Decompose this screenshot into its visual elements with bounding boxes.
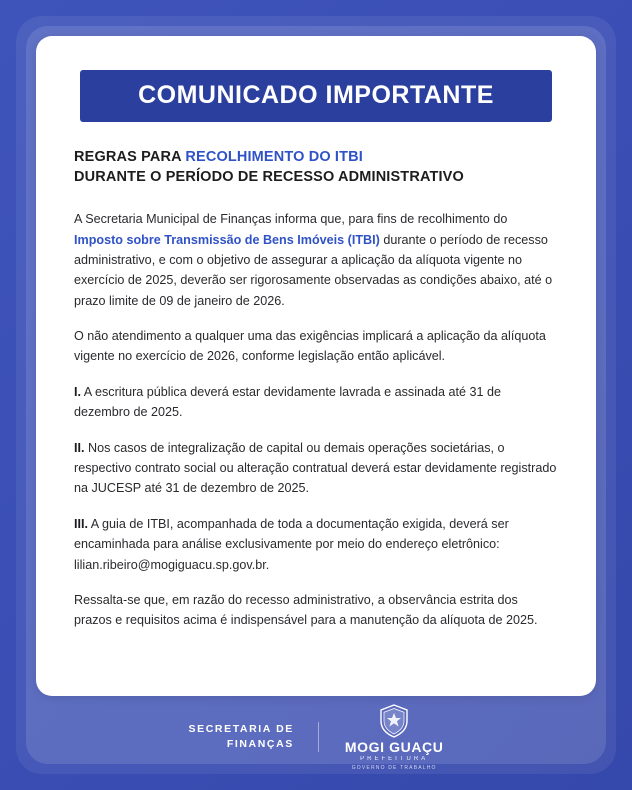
- announcement-card: [36, 36, 596, 696]
- item-3-text: A guia de ITBI, acompanhada de toda a documentação exigida, deverá ser encaminhada para análise exclusivamente por meio do endereço eletrônico: lilian.ribeiro@mogiguacu.sp.gov.br.: [74, 516, 509, 572]
- paragraph-1-part-b: durante o período de recesso administrativo, e com o objetivo de assegurar a aplicação da alíquota vigente no exercício de 2025, deverão ser rigorosamente observadas as condições abaixo, até o prazo limite de 09 de janeiro de 2026.: [74, 232, 553, 308]
- footer-city-brand: [345, 704, 444, 771]
- city-subtitle: PREFEITURA: [360, 755, 429, 762]
- item-1-text: A escritura pública deverá estar devidamente lavrada e assinada até 31 de dezembro de 2025.: [74, 384, 502, 420]
- item-3-number: III.: [74, 516, 88, 531]
- paragraph-1-part-a: A Secretaria Municipal de Finanças informa que, para fins de recolhimento do: [74, 212, 508, 227]
- footer: [0, 706, 632, 771]
- coat-of-arms-icon: [379, 704, 409, 738]
- paragraph-2: O não atendimento a qualquer uma das exigências implicará a aplicação da alíquota vigente no exercício de 2026, conforme legislação então aplicável.: [74, 329, 546, 364]
- footer-department-line-2: FINANÇAS: [226, 738, 294, 750]
- card-content: [36, 36, 596, 696]
- item-1-number: I.: [74, 384, 81, 399]
- subtitle-line-2: DURANTE O PERÍODO DE RECESSO ADMINISTRATIVO: [74, 168, 464, 185]
- city-government-tagline: GOVERNO DE TRABALHO: [351, 764, 437, 771]
- subtitle-highlight: RECOLHIMENTO DO ITBI: [185, 149, 363, 165]
- paragraph-1-highlight: Imposto sobre Transmissão de Bens Imóveis (ITBI): [74, 232, 380, 247]
- paragraph-1: [74, 209, 558, 311]
- footer-department: [189, 722, 319, 752]
- body-text: [74, 209, 558, 631]
- item-2-text: Nos casos de integralização de capital ou demais operações societárias, o respectivo contrato social ou alteração contratual deverá estar devidamente registrado na JUCESP até 31 de dezembro de 2025.: [74, 440, 557, 496]
- subtitle-plain: REGRAS PARA: [74, 149, 186, 165]
- paragraph-item-2: [74, 438, 558, 499]
- subtitle: [74, 148, 558, 187]
- banner-title: COMUNICADO IMPORTANTE: [80, 70, 552, 122]
- paragraph-item-3: [74, 514, 558, 575]
- subtitle-line-1: [74, 148, 558, 168]
- city-name: MOGI GUAÇU: [344, 738, 444, 755]
- item-2-number: II.: [74, 440, 85, 455]
- footer-department-line-1: SECRETARIA DE: [188, 722, 294, 735]
- paragraph-item-1: [74, 382, 558, 423]
- paragraph-closing: Ressalta-se que, em razão do recesso administrativo, a observância estrita dos prazos e requisitos acima é indispensável para a manutenção da alíquota de 2025.: [74, 592, 538, 628]
